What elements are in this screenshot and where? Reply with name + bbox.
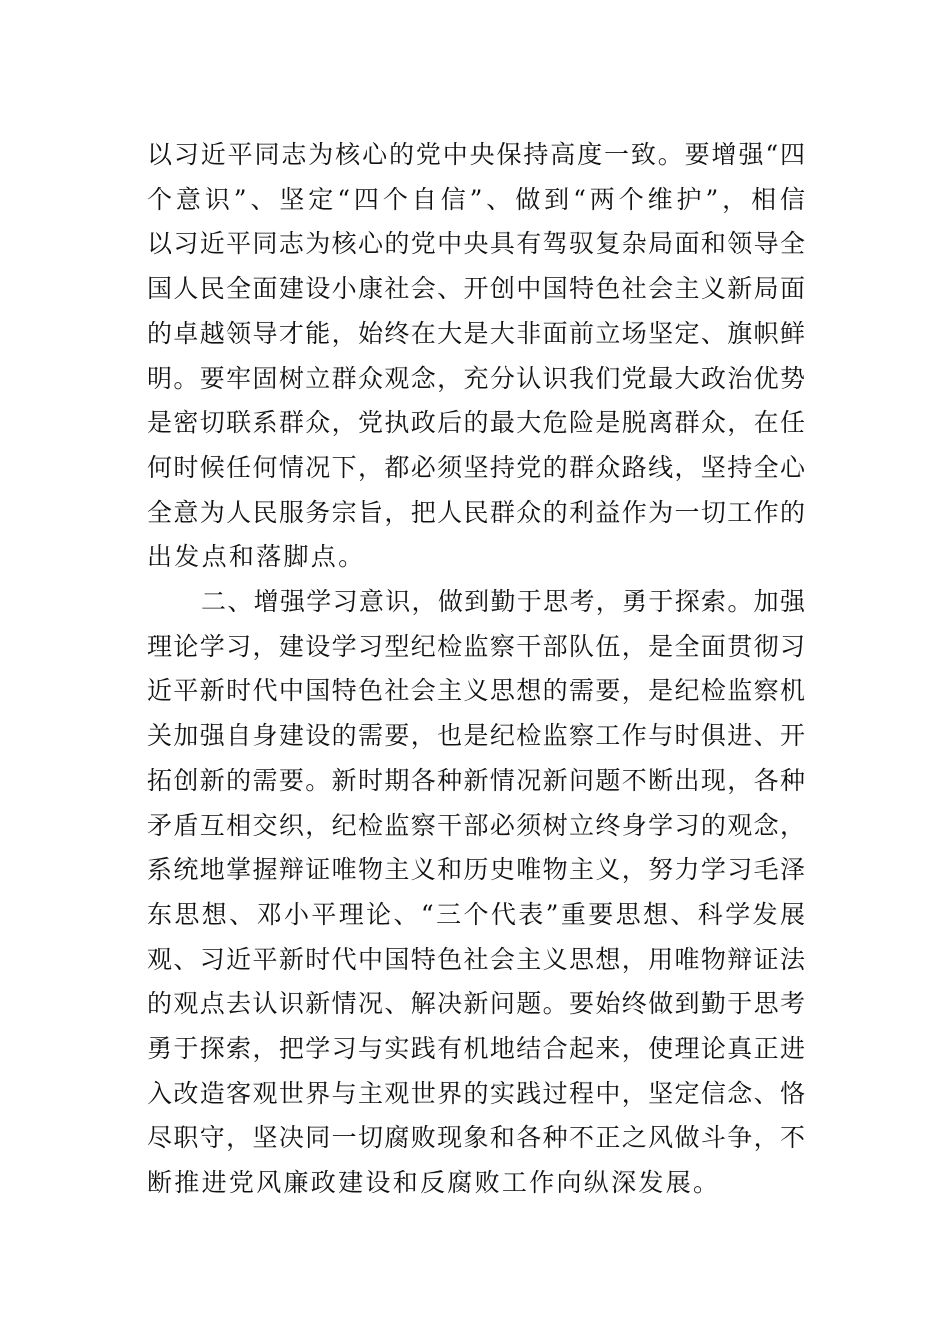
text-line: 勇于探索，把学习与实践有机地结合起来，使理论真正进 xyxy=(147,1034,805,1063)
text-line: 断推进党风廉政建设和反腐败工作向纵深发展。 xyxy=(147,1168,721,1198)
text-line: 入改造客观世界与主观世界的实践过程中，坚定信念、恪 xyxy=(147,1078,805,1108)
text-line: 何时候任何情况下，都必须坚持党的群众路线，坚持全心 xyxy=(147,452,805,482)
text-line: 个意识”、坚定“四个自信”、做到“两个维护”，相信 xyxy=(147,184,805,214)
text-line: 的观点去认识新情况、解决新问题。要始终做到勤于思考 xyxy=(147,989,805,1019)
paragraph-heading-line: 二、增强学习意识，做到勤于思考，勇于探索。加强 xyxy=(201,587,805,616)
text-line: 矛盾互相交织，纪检监察干部必须树立终身学习的观念， xyxy=(147,810,805,840)
text-line: 以习近平同志为核心的党中央具有驾驭复杂局面和领导全 xyxy=(147,229,805,259)
text-line: 以习近平同志为核心的党中央保持高度一致。要增强“四 xyxy=(147,140,805,169)
text-line: 近平新时代中国特色社会主义思想的需要，是纪检监察机 xyxy=(147,676,805,706)
text-line: 的卓越领导才能，始终在大是大非面前立场坚定、旗帜鲜 xyxy=(147,318,805,348)
text-line: 出发点和落脚点。 xyxy=(147,542,366,572)
text-line: 关加强自身建设的需要，也是纪检监察工作与时俱进、开 xyxy=(147,721,805,751)
text-line: 明。要牢固树立群众观念，充分认识我们党最大政治优势 xyxy=(147,363,805,393)
text-line: 尽职守，坚决同一切腐败现象和各种不正之风做斗争，不 xyxy=(147,1123,805,1153)
text-line: 观、习近平新时代中国特色社会主义思想，用唯物辩证法 xyxy=(147,944,805,974)
text-line: 国人民全面建设小康社会、开创中国特色社会主义新局面 xyxy=(147,274,805,304)
text-line: 理论学习，建设学习型纪检监察干部队伍，是全面贯彻习 xyxy=(147,631,805,661)
text-line: 全意为人民服务宗旨，把人民群众的利益作为一切工作的 xyxy=(147,497,805,527)
text-line: 拓创新的需要。新时期各种新情况新问题不断出现，各种 xyxy=(147,765,805,795)
text-line: 是密切联系群众，党执政后的最大危险是脱离群众，在任 xyxy=(147,408,805,438)
text-line: 系统地掌握辩证唯物主义和历史唯物主义，努力学习毛泽 xyxy=(147,855,805,885)
text-line: 东思想、邓小平理论、“三个代表”重要思想、科学发展 xyxy=(147,899,805,929)
